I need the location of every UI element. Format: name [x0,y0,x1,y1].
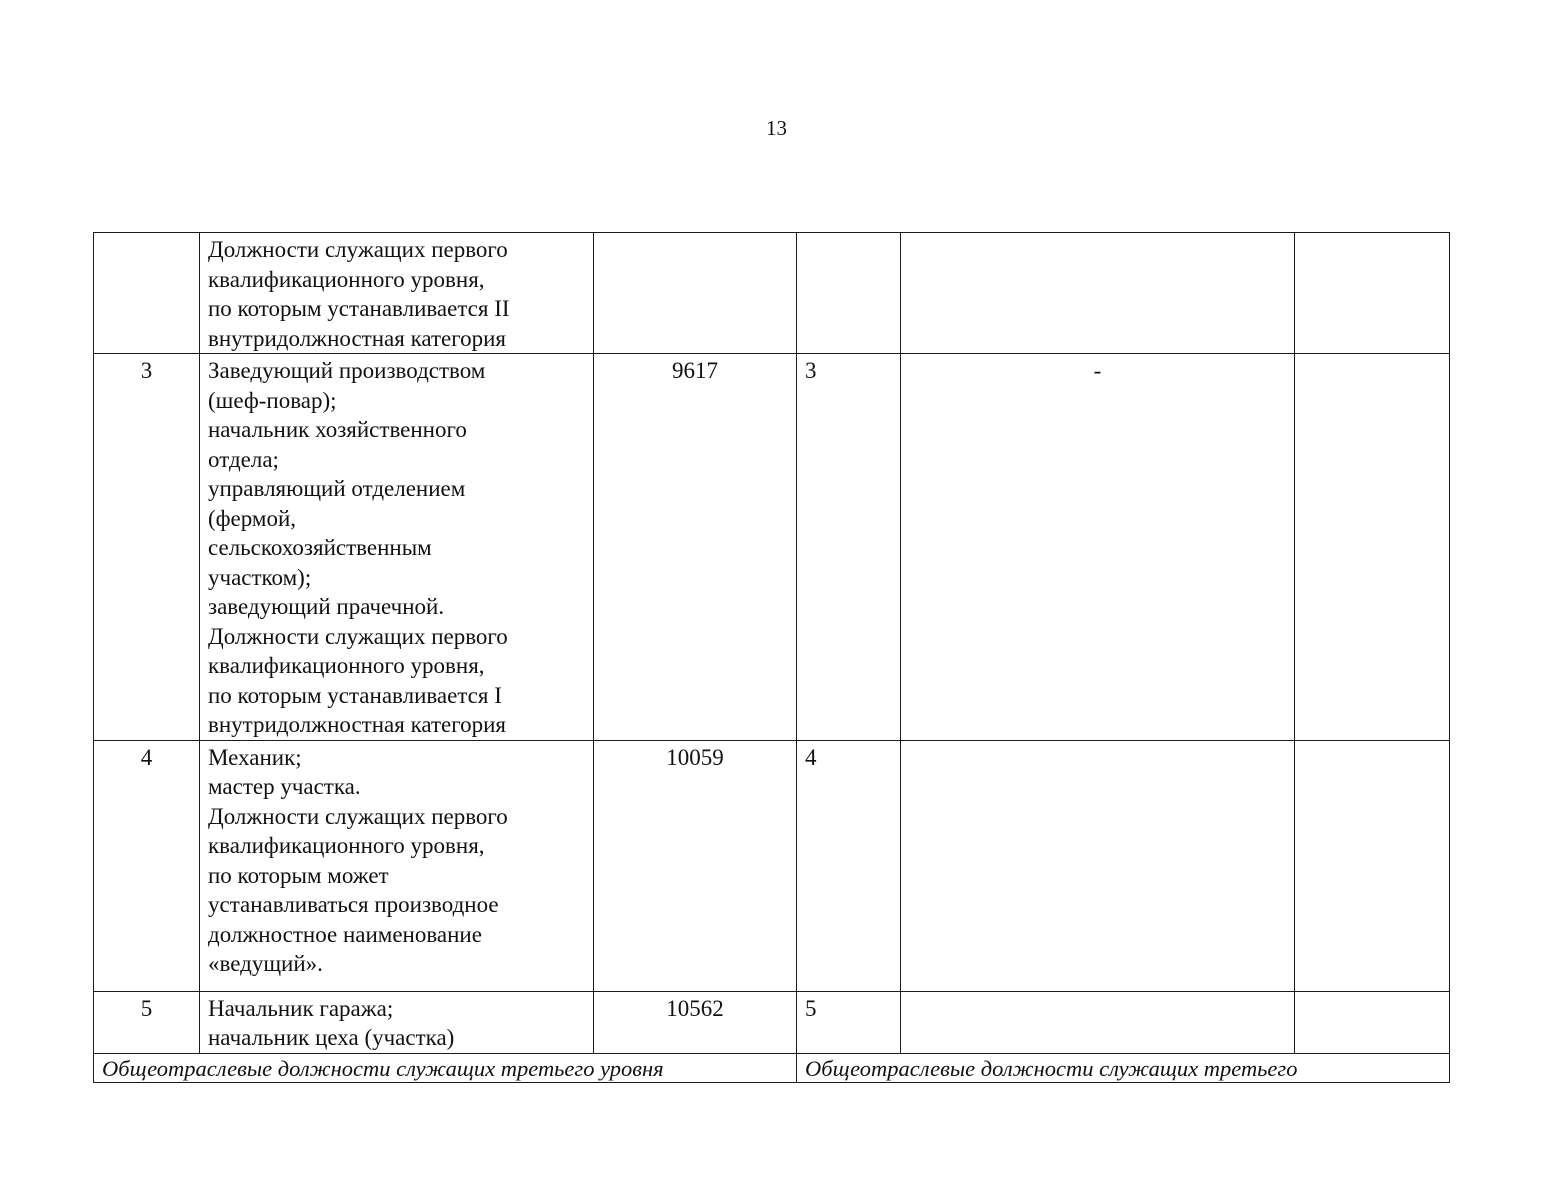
position-title-line: по которым устанавливается I [208,682,502,708]
table-row [94,740,1450,991]
position-title-line: по которым устанавливается II [208,296,510,321]
level-cell [797,233,901,354]
position-title-line: Должности служащих первого [208,803,508,829]
section-header-left: Общеотраслевые должности служащих третьего уровня [94,1053,797,1082]
position-title-line: мастер участка. [208,774,361,799]
section-header-right: Общеотраслевые должности служащих третьего [797,1053,1450,1082]
position-title-line: начальник цеха (участка) [208,1025,455,1050]
extra-position-cell: - [901,354,1295,741]
level-cell: 3 [797,354,901,741]
position-title-line: Должности служащих первого [208,623,508,649]
table-row [94,233,1450,354]
table-row [94,354,1450,741]
position-title-line: внутридолжностная категория [208,712,507,737]
row-number-cell: 3 [94,354,200,741]
position-title-line: управляющий отделением [208,476,466,501]
position-title-cell [200,991,594,1053]
row-number-cell: 4 [94,740,200,991]
last-column-cell [1295,233,1450,354]
row-number-cell: 5 [94,991,200,1053]
table-row [94,991,1450,1053]
position-title-line: по которым может [208,862,389,888]
last-column-cell [1295,740,1450,991]
position-title-line: (шеф-повар); [208,387,337,413]
position-title-cell [200,233,594,354]
position-title-line: Заведующий производством [208,358,486,383]
salary-table [93,232,1450,1083]
position-title-cell [200,354,594,741]
position-title-line: квалификационного уровня, [208,266,485,292]
last-column-cell [1295,991,1450,1053]
salary-cell [594,233,797,354]
position-title-line: устанавливаться производное [208,892,499,917]
position-title-line: участком); [208,564,312,590]
level-cell: 5 [797,991,901,1053]
position-title-line: квалификационного уровня, [208,653,485,678]
extra-position-cell [901,233,1295,354]
position-title-line: Должности служащих первого [208,237,508,262]
position-title-line: должностное наименование [208,921,482,947]
section-header-row [94,1053,1450,1082]
row-number-cell [94,233,200,354]
position-title-line: Механик; [208,744,302,770]
position-title-line: квалификационного уровня, [208,833,485,858]
level-cell: 4 [797,740,901,991]
salary-cell: 10562 [594,991,797,1053]
position-title-line: Начальник гаража; [208,995,394,1021]
position-title-line: отдела; [208,446,279,472]
page-number: 13 [766,116,787,140]
position-title-line: «ведущий». [208,951,323,976]
salary-cell: 10059 [594,740,797,991]
position-title-line: внутридолжностная категория [208,325,507,351]
position-title-line: начальник хозяйственного [208,417,467,442]
extra-position-cell [901,740,1295,991]
position-title-line: заведующий прачечной. [208,594,445,619]
position-title-cell [200,740,594,991]
salary-cell: 9617 [594,354,797,741]
last-column-cell [1295,354,1450,741]
position-title-line: (фермой, [208,505,297,531]
position-title-line: сельскохозяйственным [208,535,432,560]
extra-position-cell [901,991,1295,1053]
